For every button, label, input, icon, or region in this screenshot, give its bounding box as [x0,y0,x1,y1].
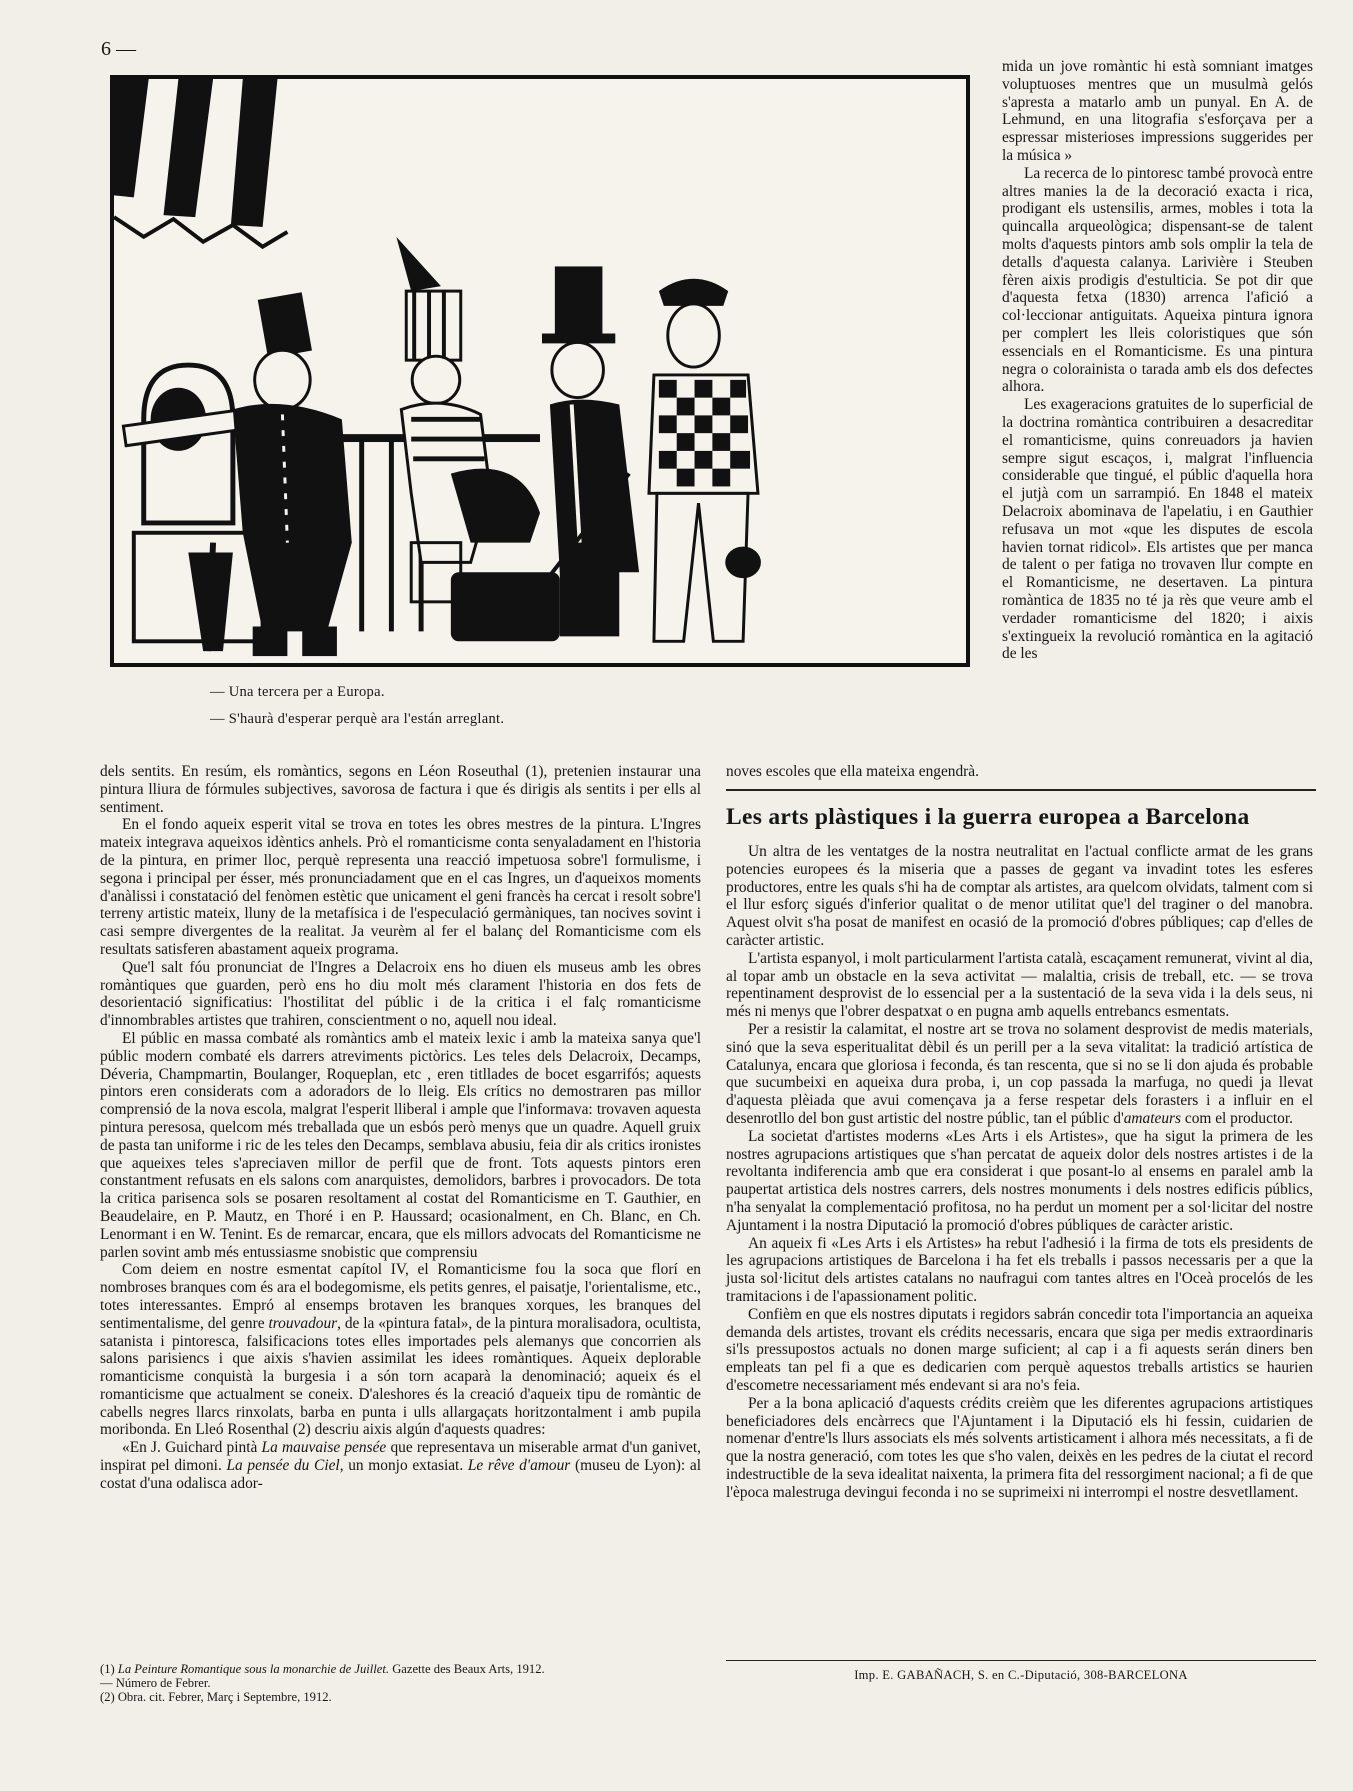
page-number: 6 — [101,38,136,60]
article-body [726,843,1313,1501]
article-heading: Les arts plàstiques i la guerra europea a Barcelona [726,804,1250,830]
left-column [100,763,701,1493]
paragraph: La recerca de lo pintoresc també provocà entre altres manies la de la decoració exacta i rica, prodigant els ustensilis, armes, mobles i tota la quincalla arqueològica; dispensant-se de talent molts d'aquests pintors amb sols omplir la tela de detalls d'aquesta calanya. Larivière i Steuben fèren aixis prodigis d'estulticia. Se pot dir que d'aquesta fetxa (1830) arrenca l'afició a col·leccionar antiguitats. Aqueixa pintura ignora per complert les lleis coloristiques que són essencials en el Romanticisme. Es una pintura negra o colorainista o tarada amb els dos defectes alhora. [1002,164,1313,396]
text-run: Com deiem en nostre esmentat capítol IV, el Romanticisme fou la soca que florí en nombroses branques com és ara el bodegomisme, els petits genres, el paisatje, l'orientalisme, etc., totes interessantes. Empró al ensemps brotaven les branques xorques, les branques del sentimentalisme, del genre [100,1261,701,1332]
section-divider [726,789,1316,791]
paragraph: An aqueix fi «Les Arts i els Artistes» ha rebut l'adhesió i la firma de tots els presidents de les agrupacions artistiques de Barcelona i ha fet els treballs i passos necessaris per a que la justa sol·licitut dels artistes catalans no naufragui com tantes altres en l'Oceà procelós de les tramitacions i de l'apassionament politic. [726,1234,1313,1305]
paragraph: L'artista espanyol, i molt particularment l'artista català, escaçament remunerat, vivint al dia, al topar amb un obstacle en la seva activitat — malaltia, crisis de treball, etc. — se trova repentinament desprovist de lo essencial per a la sustentació de la seva vida i la dels seus, ni més ni menys que l'obrer despatxat o en pugna amb aquells entrebancs esmentats. [726,949,1313,1021]
text-run: «En J. Guichard pintà [122,1439,262,1457]
paragraph: Les exageracions gratuites de lo superficial de la doctrina romàntica contribuiren a desacreditar el romanticisme, quins conreuadors ja havien sempre sigut escaços, i, malgrat l'influencia considerable que tingué, el públic d'aquella hora el jutjà com un sarrampió. En 1848 el mateix Delacroix abominava de l'apelatiu, i en Gauthier refusava un mot «que les disputes de escola havien tornat ridicol». Els artistes que per manca de talent o per fatiga no trovaven llur compte en el Romanticisme, ne desertaven. La pintura romàntica de 1835 no té ja rès que veure amb el verdader romanticisme del 1820; i aixis s'extingueix la revolució romàntica en la agitació de les [1002,396,1313,663]
paragraph: mida un jove romàntic hi està somniant imatges voluptuoses mentres que un musulmà gelós s'apresta a matarlo amb un punyal. En A. de Lehmund, en una litografia s'esforçava per a espressar misterioses impressions suggerides per la música » [1002,58,1313,164]
illustration-caption-1: — Una tercera per a Europa. [210,684,385,700]
italic-term: trouvadour [268,1314,338,1332]
footnote-title: La Peinture Romantique sous la monarchie de Juillet. [117,1662,390,1676]
footnote-2: (2) Obra. cit. Febrer, Març i Septembre, 1912. [100,1690,332,1704]
text-run: Per a resistir la calamitat, el nostre art se trova no solament desprovist de medis materials, sinó que la seva esperitualitat dèbil és un perill per a la seva vitalitat: la tradició artística de Catalunya, encara que gloriosa i feconda, és tan rescenta, que si no se li don ajuda és probable que sucumbeixi en aqueixa dura proba, i, un cop passada la marfuga, no quedi ja llevat d'aquesta plèiada que avui començava ja a ferse respetar dels forasters i a influir en el desenrotllo del bon gust artistic del nostre públic, tan el públic d' [726,1020,1313,1127]
paragraph: Per a la bona aplicació d'aquests crédits creièm que les diferentes agrupacions artistiques beneficiadores dels encàrrecs que l'Ajuntament i la Diputació els hi fessin, cuidarien de nomenar d'entre'ls llurs associats els més solvents artisticament i alhora més necessitats, a fi de que la nostra generació, com totes les que s'ho valen, deixès en les pedres de la ciutat el record indestructible de la seva idealitat naixenta, la primera fita del ressorgiment nacional; a fi de que l'època malestruga devingui feconda i no se suprimeixi ni interrompi el nostre desvetllament. [726,1394,1313,1501]
footnotes [100,1662,701,1704]
paragraph: En el fondo aqueix esperit vital se trova en totes les obres mestres de la pintura. L'Ingres mateix integrava aqueixos idèntics anhels. Prò el romanticisme conta senyaladament en l'historia de la pintura, en primer lloc, perquè representa una reacció impetuosa sobre'l formulisme, i segona i principal per ésser, més pronunciadament que en el cas Ingres, un d'aqueixos moments d'anàlissi i constatació del fenòmen estètic que unicament el geni francès ha cercat i resolt sobre'l terreny artistic mateix, lluny de la metafísica i de l'especulació germàniques, tan nocives sovint i casi sempre divergentes de la realitat. Ja veurèm al fer el balanç del Romanticisme com els resultats satisferen abastament aqueix programa. [100,816,701,958]
painting-title: La pensée du Ciel [226,1457,340,1475]
italic-term: amateurs [1123,1109,1182,1127]
paragraph: Un altra de les ventatges de la nostra neutralitat en l'actual conflicte armat de les grans potencies europees és la miseria que a passes de gegant va invadint totes les esferes productores, entre les quals s'hi ha de comptar als artistes, ara quelcom olvidats, talment com si el llur esforç sigués d'inferior qualitat o de menor utilitat que'l del traginer o del manobra. Aquest olvit s'ha posat de manifest en ocasió de la promoció d'obres públiques; cap d'elles de caràcter artistic. [726,843,1313,949]
cartoon-drawing [114,79,966,663]
figure-porter [649,279,761,642]
footnote-1-continued: — Número de Febrer. [100,1676,211,1690]
painting-title: La mauvaise pensée [261,1439,387,1457]
striped-awning [114,79,302,247]
paragraph: Confièm en que els nostres diputats i regidors sabrán concedir tota l'importancia an aqueixa demanda dels artistes, trovant els crédits necessaris, encara que siga per medis extraordinaris si'ls pressupostos actuals no donen marge suficient; al cap i a fi aquests serán diners ben empleats tan pel fi a que es dedicarien com perquè aquestos treballs artistics se haurien d'escometre necessariament més endevant si ara no's feia. [726,1305,1313,1394]
footnote-1 [100,1662,701,1676]
imprint-divider [726,1660,1316,1661]
paragraph: Que'l salt fóu pronunciat de l'Ingres a Delacroix ens ho diuen els museus amb les obres romàntiques que guarden, però ens ho diu molt més clarament l'historia en dos fets de desorientació significatius: l'hostilitat del públic i de la critica i el falç romanticisme d'innombrables artistes que trahiren, conscientment o no, aquell nou ideal. [100,958,701,1030]
text-run: , un monjo extasiat. [339,1457,468,1475]
footnote-number: (1) [100,1662,115,1676]
paragraph: La societat d'artistes moderns «Les Arts i els Artistes», que ha sigut la primera de les nostres agrupacions artistiques que s'han percatat de aqueix dolor dels nostres artistes i de la revoltanta indiferencia amb que era considerat i que posant-lo al ensems en paralel amb la paupertat artistica dels nostres carrers, dels nostres monuments i dels nostres edificis públics, n'ha senyalat la complementació profitosa, no ha perdut un moment per a sol·licitar del nostre Ajuntament i la nostra Diputació la promoció d'obres públiques de caràcter aristic. [726,1127,1313,1234]
text-run: com el productor. [1181,1109,1293,1127]
paragraph: El públic en massa combaté als romàntics amb el mateix lexic i amb la mateixa sanya que'l públic modern combaté els darrers atreviments pictòrics. Les teles dels Delacroix, Decamps, Déveria, Champmartin, Boulanger, Roqueplan, etc , eren titllades de bocet esgarrifós; aquests pintors eren considerats com a adoradors de lo lleig. Els crítics no demostraren pas millor comprensió de la nova escola, malgrat l'esperit lliberal i ample que l'informava: trovaven aquesta pintura peresosa, quelcom més treballada que un esbós però menys que un quadre. Aquell gruix de pasta tan uniforme i ric de les teles den Decamps, semblava abusiu, feia dir als critics ironistes que aqueixes teles s'apreciaven millor de perfil que de front. Tots aquests pintors eren constantment refusats en els salons com anarquistes, demolidors, barbres i provocadors. De tota la critica parisenca sols se posaren resoltament al costat del Romanticisme en T. Gauthier, en Beaudelaire, en P. Mautz, en Thoré i en P. Haussard; ocasionalment, en Ch. Blanc, en Ch. Lenormant i en W. Tenint. Es de remarcar, encara, que els millors advocats del Romanticisme ne parlen sovint amb més entussiasme snobistic que comprensiu [100,1029,701,1261]
paragraph [726,1021,1313,1128]
painting-title: Le rêve d'amour [467,1457,571,1475]
figure-traveller-1 [233,292,352,656]
top-right-column [1002,58,1313,663]
text-run: , de la «pintura fatal», de la pintura moralisadora, ocultista, satanista i pintoresca, falsificacions totes elles importades pels alemanys que concorrien als salons parisiencs i que aixis s'havien assimilat les idees romàntiques. Aqueix deplorable romanticisme conquistà la burgesia i a són torn acaparà la denominació; aqueix és el romanticisme que actualment se coneix. D'aleshores és la creació d'aqueix tipu de romàntic de cabells negres llarcs rinxolats, barba en punta i ulls allargaçats horitzontalment i amb pupila moribonda. En Lleó Rosenthal (2) descriu aixis algún d'aquests quadres: [100,1314,701,1439]
printer-imprint: Imp. E. GABAÑACH, S. en C.-Diputació, 308-BARCELONA [854,1668,1188,1682]
paragraph: dels sentits. En resúm, els romàntics, segons en Léon Roseuthal (1), pretenien instaurar una pintura lliura de fórmules subjectives, savorosa de factura i que és dirigis als sentits i per ells al sentiment. [100,763,701,816]
text-run: que representava un miserable armat d'un ganivet, inspirat pel dimoni. [100,1439,702,1475]
paragraph [100,1439,701,1492]
illustration-caption-2: — S'haurà d'esperar perquè ara l'están arreglant. [210,711,505,727]
cartoon-illustration [110,75,970,667]
umbrella-stand [188,543,233,652]
paragraph [100,1261,701,1439]
text-run: (museu de Lyon): al costat d'una odalisca ador- [100,1457,701,1492]
right-column-continuation: noves escoles que ella mateixa engendrà. [726,763,979,780]
footnote-text: Gazette des Beaux Arts, 1912. [389,1662,545,1676]
